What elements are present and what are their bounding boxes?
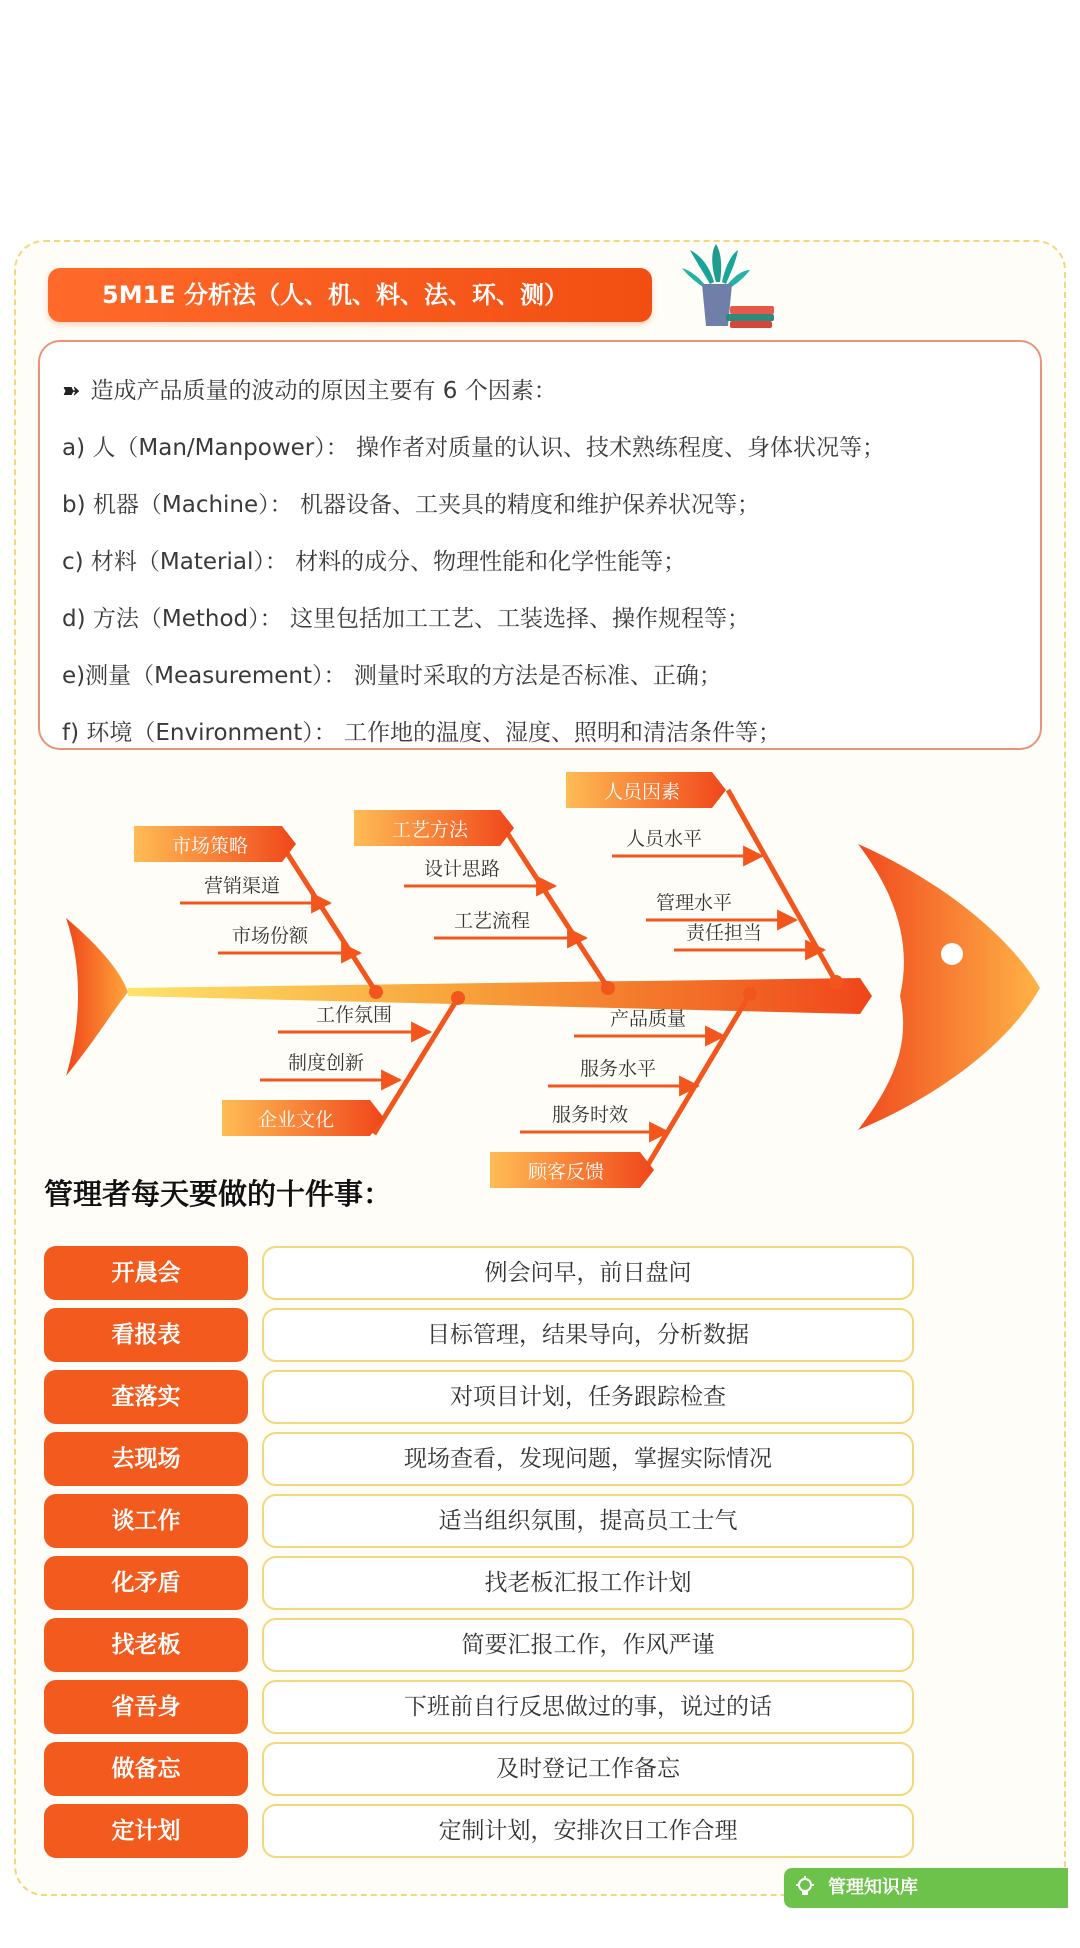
- factor-item: e)测量（Measurement）： 测量时采取的方法是否标准、正确；: [62, 663, 722, 689]
- task-name: 省吾身: [44, 1680, 248, 1734]
- cause-label: 制度创新: [287, 1052, 365, 1074]
- task-name: 做备忘: [44, 1742, 248, 1796]
- task-row: [44, 1494, 914, 1548]
- task-name: 看报表: [44, 1308, 248, 1362]
- category-tag-people: [566, 772, 726, 808]
- task-desc: 对项目计划，任务跟踪检查: [262, 1370, 914, 1424]
- task-desc: 找老板汇报工作计划: [262, 1556, 914, 1610]
- task-desc: 下班前自行反思做过的事，说过的话: [262, 1680, 914, 1734]
- task-desc: 目标管理，结果导向，分析数据: [262, 1308, 914, 1362]
- task-row: [44, 1618, 914, 1672]
- task-desc: 例会问早，前日盘问: [262, 1246, 914, 1300]
- task-desc: 定制计划，安排次日工作合理: [262, 1804, 914, 1858]
- category-tag-market: [134, 826, 296, 862]
- task-desc: 现场查看，发现问题，掌握实际情况: [262, 1432, 914, 1486]
- cause-label: 人员水平: [625, 828, 703, 850]
- cause-label: 营销渠道: [203, 875, 281, 897]
- cause-label: 设计思路: [423, 858, 501, 880]
- fish-eye: [941, 943, 963, 965]
- task-name: 定计划: [44, 1804, 248, 1858]
- category-tag-customer: [490, 1152, 654, 1188]
- cause-label: 管理水平: [655, 892, 733, 914]
- brand-text: 管理知识库 guanlizhishiku: [828, 1877, 975, 1938]
- task-row: [44, 1680, 914, 1734]
- brand-badge: [784, 1868, 1068, 1938]
- category-label: 人员因素: [603, 781, 681, 803]
- cause-label: 产品质量: [609, 1008, 687, 1030]
- task-name: 化矛盾: [44, 1556, 248, 1610]
- arrow-bullet-icon: ➽: [62, 379, 81, 404]
- task-desc: 适当组织氛围，提高员工士气: [262, 1494, 914, 1548]
- task-row: [44, 1804, 914, 1858]
- category-label: 工艺方法: [391, 819, 469, 841]
- category-tag-process: [354, 810, 514, 846]
- task-name: 查落实: [44, 1370, 248, 1424]
- plant-books-icon: [680, 244, 776, 334]
- factor-item: d) 方法（Method）： 这里包括加工工艺、工装选择、操作规程等；: [62, 606, 750, 632]
- cause-label: 工艺流程: [453, 910, 531, 932]
- factor-item: f) 环境（Environment）： 工作地的温度、湿度、照明和清洁条件等；: [62, 720, 782, 746]
- task-row: [44, 1432, 914, 1486]
- category-label: 企业文化: [257, 1109, 335, 1131]
- fish-spine: [128, 978, 872, 1014]
- bone-top-1: [180, 842, 383, 999]
- fish-tail: [66, 918, 128, 1076]
- lightbulb-icon: [794, 1876, 816, 1900]
- task-name: 谈工作: [44, 1494, 248, 1548]
- factor-intro-text: 造成产品质量的波动的原因主要有 6 个因素：: [90, 378, 557, 404]
- cause-label: 责任担当: [685, 922, 763, 944]
- cause-label: 工作氛围: [315, 1004, 393, 1026]
- bone-top-3: [612, 790, 843, 989]
- cause-label: 服务时效: [551, 1104, 629, 1126]
- task-name: 找老板: [44, 1618, 248, 1672]
- factor-item: c) 材料（Material）： 材料的成分、物理性能和化学性能等；: [62, 549, 687, 575]
- task-row: [44, 1308, 914, 1362]
- task-row: [44, 1246, 914, 1300]
- factor-item: a) 人（Man/Manpower）： 操作者对质量的认识、技术熟练程度、身体状况等；: [62, 435, 886, 461]
- task-desc: 简要汇报工作，作风严谨: [262, 1618, 914, 1672]
- task-desc: 及时登记工作备忘: [262, 1742, 914, 1796]
- factor-item: b) 机器（Machine）： 机器设备、工夹具的精度和维护保养状况等；: [62, 492, 760, 518]
- cause-label: 市场份额: [231, 925, 309, 947]
- factor-intro: [62, 372, 557, 405]
- cause-label: 服务水平: [579, 1058, 657, 1080]
- task-row: [44, 1742, 914, 1796]
- task-row: [44, 1370, 914, 1424]
- task-name: 去现场: [44, 1432, 248, 1486]
- category-tag-culture: [222, 1100, 384, 1136]
- task-row: [44, 1556, 914, 1610]
- category-label: 市场策略: [171, 835, 249, 857]
- fishbone-diagram: [0, 760, 1080, 1200]
- tasks-title: 管理者每天要做的十件事：: [44, 1177, 393, 1211]
- category-label: 顾客反馈: [527, 1161, 605, 1183]
- fish-head: [858, 844, 1040, 1130]
- section-title-5m1e: 5M1E 分析法（人、机、料、法、环、测）: [48, 268, 652, 322]
- task-name: 开晨会: [44, 1246, 248, 1300]
